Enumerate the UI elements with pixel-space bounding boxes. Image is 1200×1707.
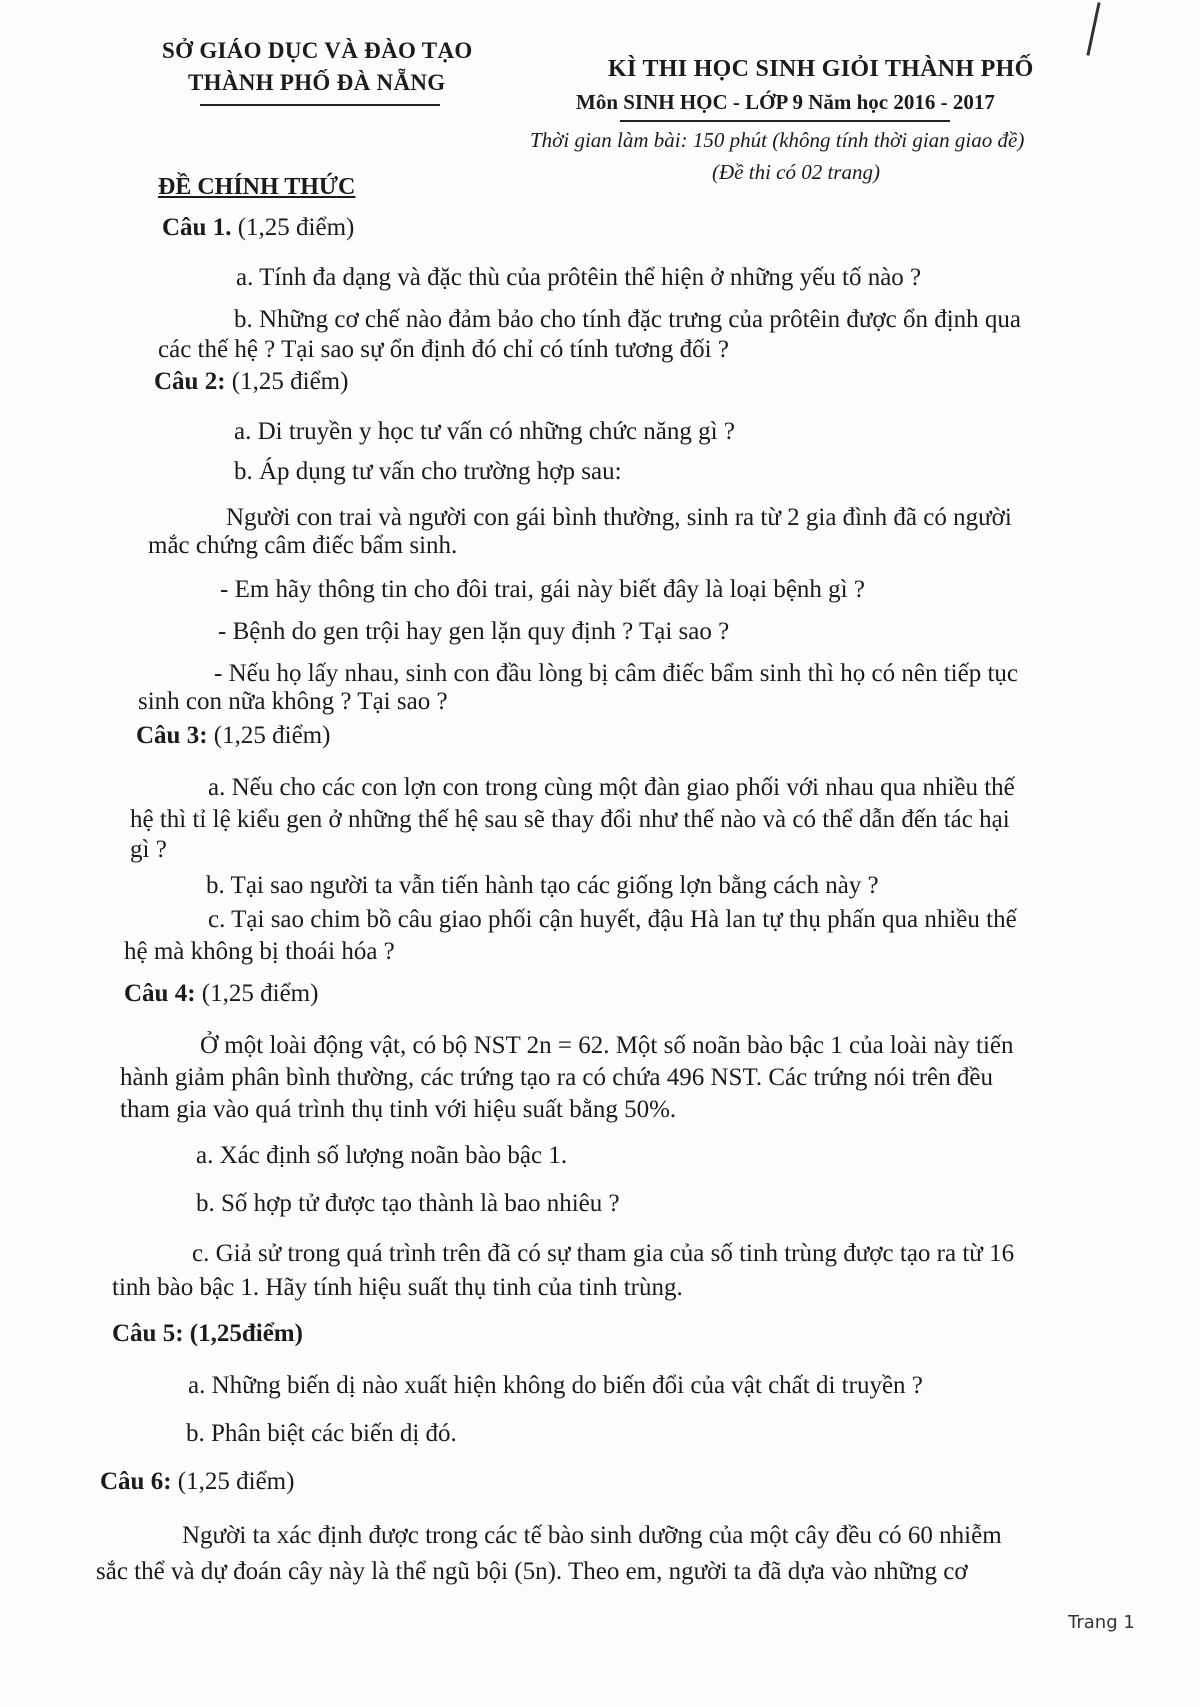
q3-c-line2: hệ mà không bị thoái hóa ? [124, 938, 395, 965]
q1-points: (1,25 điểm) [231, 214, 355, 241]
q3-heading [136, 722, 330, 750]
q2-case-line2: mắc chứng câm điếc bẩm sinh. [148, 532, 458, 559]
q2-dash-3-line2: sinh con nữa không ? Tại sao ? [138, 688, 448, 715]
q2-heading [154, 368, 348, 396]
exam-title: KÌ THI HỌC SINH GIỎI THÀNH PHỐ [608, 56, 1034, 82]
q1-a: a. Tính đa dạng và đặc thù của prôtêin thể hiện ở những yếu tố nào ? [236, 264, 922, 291]
subject-line: Môn SINH HỌC - LỚP 9 Năm học 2016 - 2017 [576, 90, 995, 114]
q2-b: b. Áp dụng tư vấn cho trường hợp sau: [234, 458, 622, 485]
subject-underline [620, 120, 950, 122]
q4-title: Câu 4: [124, 980, 196, 1007]
q4-heading [124, 980, 318, 1008]
q1-heading [162, 214, 354, 242]
q3-b: b. Tại sao người ta vẫn tiến hành tạo các giống lợn bằng cách này ? [206, 872, 879, 899]
q5-a: a. Những biến dị nào xuất hiện không do biến đổi của vật chất di truyền ? [188, 1372, 923, 1399]
page-number: Trang 1 [1068, 1612, 1135, 1633]
q2-case-line1: Người con trai và người con gái bình thường, sinh ra từ 2 gia đình đã có người [226, 504, 1012, 531]
q6-para-line1: Người ta xác định được trong các tế bào sinh dưỡng của một cây đều có 60 nhiễm [182, 1522, 1002, 1549]
q3-a-line1: a. Nếu cho các con lợn con trong cùng một đàn giao phối với nhau qua nhiều thế [208, 774, 1015, 801]
q1-b-line1: b. Những cơ chế nào đảm bảo cho tính đặc trưng của prôtêin được ổn định qua [234, 306, 1022, 333]
q4-points: (1,25 điểm) [195, 980, 319, 1007]
q4-c-line1: c. Giả sử trong quá trình trên đã có sự tham gia của số tinh trùng được tạo ra từ 16 [192, 1240, 1015, 1267]
q6-heading [100, 1468, 294, 1496]
q3-a-line3: gì ? [130, 836, 167, 863]
q3-c-line1: c. Tại sao chim bồ câu giao phối cận huyết, đậu Hà lan tự thụ phấn qua nhiều thế [208, 906, 1017, 933]
q4-b: b. Số hợp tử được tạo thành là bao nhiêu ? [196, 1190, 620, 1217]
q2-a: a. Di truyền y học tư vấn có những chức năng gì ? [234, 418, 735, 445]
q1-title: Câu 1. [162, 214, 232, 241]
q2-dash-2: - Bệnh do gen trội hay gen lặn quy định ? Tại sao ? [218, 618, 730, 645]
q6-title: Câu 6: [100, 1468, 172, 1495]
q4-a: a. Xác định số lượng noãn bào bậc 1. [196, 1142, 568, 1169]
q1-b-line2: các thế hệ ? Tại sao sự ổn định đó chỉ có tính tương đối ? [158, 336, 729, 363]
q2-dash-3-line1: - Nếu họ lấy nhau, sinh con đầu lòng bị câm điếc bẩm sinh thì họ có nên tiếp tục [214, 660, 1018, 687]
q3-a-line2: hệ thì tỉ lệ kiểu gen ở những thế hệ sau sẽ thay đổi như thế nào và có thể dẫn đến tác hại [130, 806, 1010, 833]
q4-para-line3: tham gia vào quá trình thụ tinh với hiệu suất bằng 50%. [120, 1096, 677, 1123]
pen-mark [1086, 2, 1100, 55]
q2-points: (1,25 điểm) [225, 368, 349, 395]
q5-b: b. Phân biệt các biến dị đó. [186, 1420, 457, 1447]
q4-para-line1: Ở một loài động vật, có bộ NST 2n = 62. Một số noãn bào bậc 1 của loài này tiến [200, 1032, 1014, 1059]
q4-para-line2: hành giảm phân bình thường, các trứng tạo ra có chứa 496 NST. Các trứng nói trên đều [120, 1064, 993, 1091]
time-line: Thời gian làm bài: 150 phút (không tính thời gian giao đề) [530, 128, 1025, 152]
department-underline [200, 104, 440, 106]
department-line2: THÀNH PHỐ ĐÀ NẴNG [188, 70, 446, 95]
pages-line: (Đề thi có 02 trang) [712, 160, 880, 184]
department-line1: SỞ GIÁO DỤC VÀ ĐÀO TẠO [162, 38, 473, 63]
q3-title: Câu 3: [136, 722, 208, 749]
q2-title: Câu 2: [154, 368, 226, 395]
q2-dash-1: - Em hãy thông tin cho đôi trai, gái này biết đây là loại bệnh gì ? [220, 576, 865, 603]
q6-points: (1,25 điểm) [171, 1468, 295, 1495]
q3-points: (1,25 điểm) [207, 722, 331, 749]
q6-para-line2: sắc thể và dự đoán cây này là thể ngũ bội (5n). Theo em, người ta đã dựa vào những cơ [96, 1558, 968, 1585]
q4-c-line2: tinh bào bậc 1. Hãy tính hiệu suất thụ tinh của tinh trùng. [112, 1274, 683, 1301]
q5-heading: Câu 5: (1,25điểm) [112, 1320, 303, 1347]
official-label: ĐỀ CHÍNH THỨC [158, 174, 356, 200]
